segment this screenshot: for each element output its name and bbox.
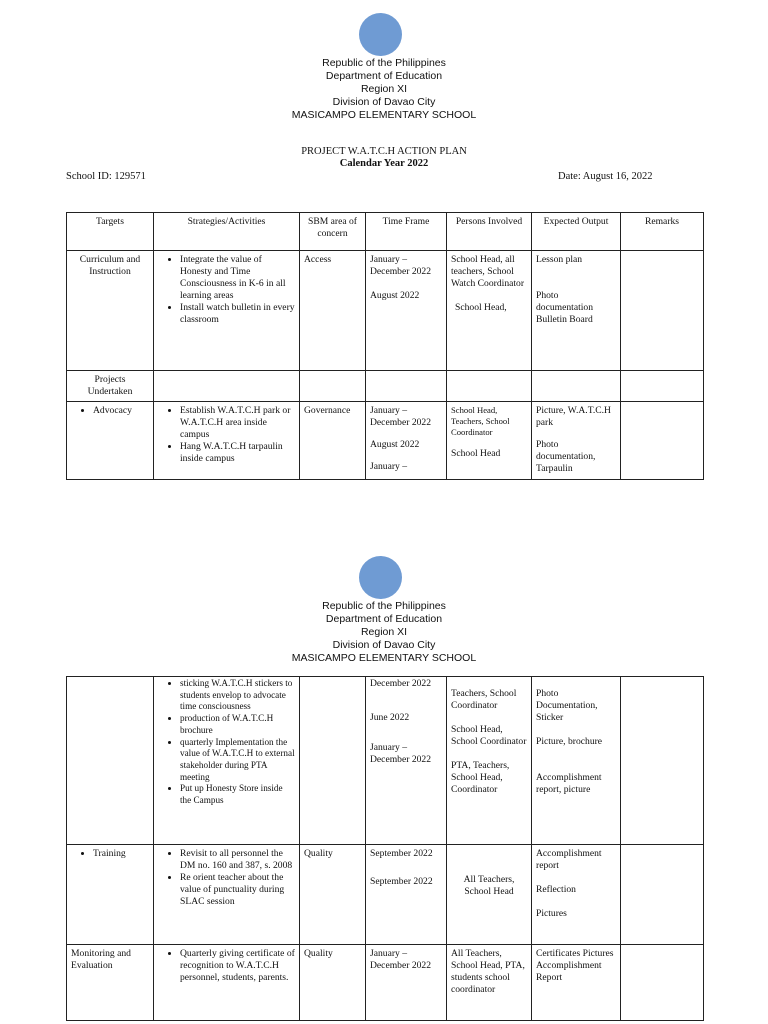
sbm-cell	[300, 677, 366, 845]
school-id: School ID: 129571	[66, 171, 146, 182]
time-frame-item: January – December 2022	[370, 254, 432, 277]
document-subtitle: Calendar Year 2022	[339, 158, 429, 169]
strategy-item: • Quarterly giving certificate of recognition to W.A.T.C.H personnel, students, parents.	[180, 948, 295, 984]
output-item: Lesson plan	[536, 254, 583, 265]
strategies-cell	[154, 402, 300, 480]
target-cell: Monitoring and Evaluation	[67, 945, 154, 1021]
table-row	[67, 845, 704, 945]
persons-cell	[447, 402, 532, 480]
target-item: • Advocacy	[93, 405, 149, 417]
output-item: Accomplishment report, picture	[536, 772, 602, 795]
letterhead-line-2: Department of Education	[325, 613, 443, 625]
strategy-item: • Re orient teacher about the value of punctuality during SLAC session	[180, 872, 295, 908]
page2-letterhead	[0, 600, 768, 665]
output-item: Reflection	[536, 884, 576, 895]
persons-item: School Head, all teachers, School Watch Coordinator	[451, 254, 525, 289]
persons-cell	[447, 677, 532, 845]
time-frame-item: January – December 2022	[370, 742, 432, 765]
output-item: Photo documentation Bulletin Board	[536, 290, 594, 325]
deped-seal-logo	[359, 556, 402, 599]
time-frame-item: August 2022	[370, 290, 420, 301]
sbm-cell: Quality	[300, 945, 366, 1021]
output-item: Picture, W.A.T.C.H park	[536, 405, 611, 428]
output-cell	[532, 402, 621, 480]
col-header-time-frame: Time Frame	[366, 213, 447, 251]
remarks-cell	[621, 677, 704, 845]
remarks-cell	[621, 371, 704, 402]
time-frame-cell	[366, 677, 447, 845]
time-frame-item: June 2022	[370, 712, 410, 723]
target-cell	[67, 402, 154, 480]
persons-cell	[447, 251, 532, 371]
output-item: Picture, brochure	[536, 736, 603, 747]
strategy-item: • Hang W.A.T.C.H tarpaulin inside campus	[180, 441, 295, 465]
sbm-cell	[300, 371, 366, 402]
table-row	[67, 677, 704, 845]
time-frame-item: September 2022	[370, 876, 433, 887]
col-header-targets: Targets	[67, 213, 154, 251]
target-cell: Projects Undertaken	[67, 371, 154, 402]
action-plan-table-page1	[66, 212, 704, 480]
remarks-cell	[621, 251, 704, 371]
letterhead-line-5: MASICAMPO ELEMENTARY SCHOOL	[291, 109, 477, 121]
sbm-cell: Access	[300, 251, 366, 371]
letterhead-line-4: Division of Davao City	[332, 639, 436, 651]
strategy-item: • production of W.A.T.C.H brochure	[180, 713, 295, 736]
time-frame-item: December 2022	[370, 678, 432, 689]
time-frame-cell	[366, 845, 447, 945]
time-frame-cell	[366, 371, 447, 402]
output-item: Photo documentation, Tarpaulin	[536, 439, 596, 474]
letterhead-line-3: Region XI	[360, 626, 408, 638]
persons-cell	[447, 371, 532, 402]
persons-item: Teachers, School Coordinator	[451, 688, 517, 711]
output-item: Pictures	[536, 908, 567, 919]
document-title-block	[0, 146, 768, 170]
persons-item: School Head, School Coordinator	[451, 724, 527, 747]
persons-item: School Head,	[455, 302, 507, 313]
strategy-item: • quarterly Implementation the value of W.A.T.C.H to external stakeholder during PTA meeting	[180, 737, 295, 784]
action-plan-table-page2	[66, 676, 704, 1021]
letterhead-line-4: Division of Davao City	[332, 96, 436, 108]
letterhead-line-1: Republic of the Philippines	[322, 57, 446, 69]
table-row	[67, 251, 704, 371]
sbm-cell: Quality	[300, 845, 366, 945]
document-date: Date: August 16, 2022	[558, 171, 653, 182]
time-frame-item: January –	[370, 461, 408, 472]
page1-letterhead	[0, 57, 768, 122]
strategy-item: • Put up Honesty Store inside the Campus	[180, 783, 295, 806]
strategies-cell	[154, 371, 300, 402]
persons-cell: All Teachers, School Head, PTA, students school coordinator	[447, 945, 532, 1021]
strategy-item: • Install watch bulletin in every classroom	[180, 302, 295, 326]
persons-item: PTA, Teachers, School Head, Coordinator	[451, 760, 510, 795]
persons-item: School Head	[451, 448, 501, 459]
strategy-item: • Establish W.A.T.C.H park or W.A.T.C.H area inside campus	[180, 405, 295, 441]
target-item: • Training	[93, 848, 149, 860]
persons-item: All Teachers, School Head	[463, 873, 515, 897]
remarks-cell	[621, 945, 704, 1021]
time-frame-item: August 2022	[370, 439, 420, 450]
table-row	[67, 945, 704, 1021]
strategy-item: • Revisit to all personnel the DM no. 160 and 387, s. 2008	[180, 848, 295, 872]
time-frame-cell	[366, 251, 447, 371]
strategies-cell	[154, 677, 300, 845]
persons-item: School Head, Teachers, School Coordinator	[451, 405, 510, 437]
time-frame-cell: January – December 2022	[366, 945, 447, 1021]
col-header-persons: Persons Involved	[447, 213, 532, 251]
letterhead-line-3: Region XI	[360, 83, 408, 95]
strategies-cell	[154, 945, 300, 1021]
sbm-cell: Governance	[300, 402, 366, 480]
table-row	[67, 371, 704, 402]
target-cell	[67, 845, 154, 945]
target-cell: Curriculum and Instruction	[67, 251, 154, 371]
strategy-item: • sticking W.A.T.C.H stickers to students envelop to advocate time consciousness	[180, 678, 295, 713]
strategy-item: • Integrate the value of Honesty and Time Consciousness in K-6 in all learning areas	[180, 254, 295, 302]
time-frame-item: January – December 2022	[370, 405, 432, 428]
output-cell	[532, 251, 621, 371]
document-title: PROJECT W.A.T.C.H ACTION PLAN	[301, 146, 467, 157]
output-cell	[532, 371, 621, 402]
time-frame-cell	[366, 402, 447, 480]
persons-cell	[447, 845, 532, 945]
remarks-cell	[621, 845, 704, 945]
letterhead-line-2: Department of Education	[325, 70, 443, 82]
target-cell	[67, 677, 154, 845]
output-cell: Certificates Pictures Accomplishment Report	[532, 945, 621, 1021]
strategies-cell	[154, 251, 300, 371]
table-row	[67, 402, 704, 480]
letterhead-line-5: MASICAMPO ELEMENTARY SCHOOL	[291, 652, 477, 664]
col-header-output: Expected Output	[532, 213, 621, 251]
letterhead-line-1: Republic of the Philippines	[322, 600, 446, 612]
strategies-cell	[154, 845, 300, 945]
output-cell	[532, 845, 621, 945]
table-header-row	[67, 213, 704, 251]
col-header-remarks: Remarks	[621, 213, 704, 251]
time-frame-item: September 2022	[370, 848, 433, 859]
output-item: Photo Documentation, Sticker	[536, 688, 598, 723]
output-item: Accomplishment report	[536, 848, 602, 871]
col-header-sbm: SBM area of concern	[300, 213, 366, 251]
output-cell	[532, 677, 621, 845]
deped-seal-logo	[359, 13, 402, 56]
remarks-cell	[621, 402, 704, 480]
col-header-strategies: Strategies/Activities	[154, 213, 300, 251]
